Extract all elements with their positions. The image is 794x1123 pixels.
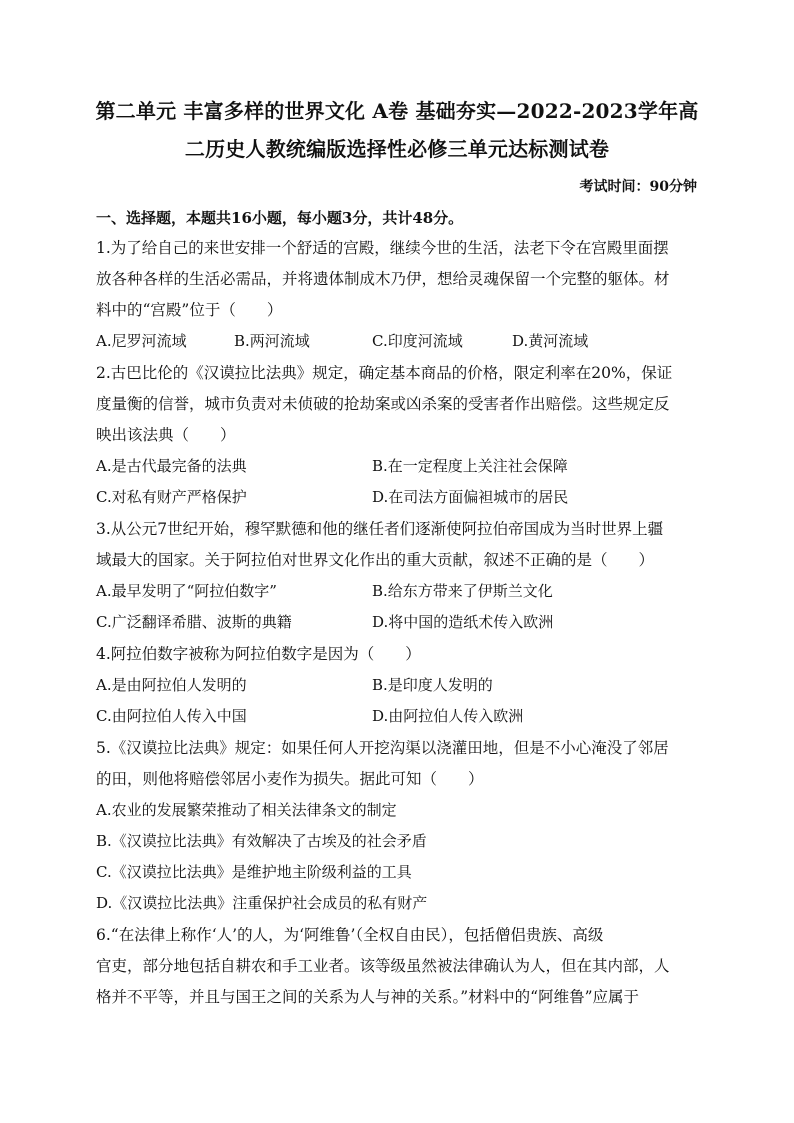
question-2-line: 2.古巴比伦的《汉谟拉比法典》规定，确定基本商品的价格，限定利率在20%，保证 — [96, 364, 673, 382]
question-3-line: 3.从公元7世纪开始，穆罕默德和他的继任者们逐渐使阿拉伯帝国成为当时世界上疆 — [96, 520, 664, 538]
question-6-line: 官吏，部分地包括自耕农和手工业者。该等级虽然被法律确认为人，但在其内部，人 — [96, 957, 670, 975]
question-5-option-d: D.《汉谟拉比法典》注重保护社会成员的私有财产 — [96, 894, 428, 912]
question-4-line: 4.阿拉伯数字被称为阿拉伯数字是因为（ ） — [96, 645, 421, 663]
question-2-option-c: C.对私有财产严格保护 — [96, 488, 247, 506]
question-1-option-d: D.黄河流域 — [512, 332, 589, 350]
question-1-line: 料中的“宫殿”位于（ ） — [96, 301, 283, 319]
question-6-line: 格并不平等，并且与国王之间的关系为人与神的关系。”材料中的“阿维鲁”应属于 — [96, 988, 640, 1006]
question-2-line: 度量衡的信誉，城市负责对未侦破的抢劫案或凶杀案的受害者作出赔偿。这些规定反 — [96, 395, 670, 413]
question-5-line: 5.《汉谟拉比法典》规定：如果任何人开挖沟渠以浇灌田地，但是不小心淹没了邻居 — [96, 739, 669, 757]
question-5-option-c: C.《汉谟拉比法典》是维护地主阶级利益的工具 — [96, 863, 412, 881]
question-5-line: 的田，则他将赔偿邻居小麦作为损失。据此可知（ ） — [96, 770, 484, 788]
question-4-option-c: C.由阿拉伯人传入中国 — [96, 707, 247, 725]
question-3-option-b: B.给东方带来了伊斯兰文化 — [372, 582, 553, 600]
question-3-option-c: C.广泛翻译希腊、波斯的典籍 — [96, 613, 292, 631]
question-1-line: 放各种各样的生活必需品，并将遗体制成木乃伊，想给灵魂保留一个完整的躯体。材 — [96, 270, 670, 288]
exam-time: 考试时间：90分钟 — [579, 179, 697, 195]
question-3-line: 域最大的国家。关于阿拉伯对世界文化作出的重大贡献，叙述不正确的是（ ） — [96, 551, 655, 569]
question-4-option-b: B.是印度人发明的 — [372, 676, 493, 694]
section-heading: 一、选择题，本题共16小题，每小题3分，共计48分。 — [96, 209, 464, 227]
question-1-option-c: C.印度河流域 — [372, 332, 463, 350]
page-title-line-2: 二历史人教统编版选择性必修三单元达标测试卷 — [184, 137, 610, 161]
question-2-option-b: B.在一定程度上关注社会保障 — [372, 457, 568, 475]
question-1-option-b: B.两河流域 — [234, 332, 310, 350]
question-3-option-a: A.最早发明了“阿拉伯数字” — [96, 582, 277, 600]
question-3-option-d: D.将中国的造纸术传入欧洲 — [372, 613, 554, 631]
question-4-option-a: A.是由阿拉伯人发明的 — [96, 676, 247, 694]
question-5-option-b: B.《汉谟拉比法典》有效解决了古埃及的社会矛盾 — [96, 832, 427, 850]
question-2-option-d: D.在司法方面偏袒城市的居民 — [372, 488, 569, 506]
question-1-line: 1.为了给自己的来世安排一个舒适的宫殿，继续今世的生活，法老下令在宫殿里面摆 — [96, 239, 669, 257]
question-5-option-a: A.农业的发展繁荣推动了相关法律条文的制定 — [96, 801, 397, 819]
question-2-line: 映出该法典（ ） — [96, 426, 236, 444]
question-2-option-a: A.是古代最完备的法典 — [96, 457, 247, 475]
question-1-option-a: A.尼罗河流域 — [96, 332, 187, 350]
question-6-line: 6.“在法律上称作‘人’的人，为‘阿维鲁’（全权自由民），包括僧侣贵族、高级 — [96, 926, 604, 944]
page-title-line-1: 第二单元 丰富多样的世界文化 A卷 基础夯实—2022-2023学年高 — [95, 99, 699, 123]
question-4-option-d: D.由阿拉伯人传入欧洲 — [372, 707, 524, 725]
